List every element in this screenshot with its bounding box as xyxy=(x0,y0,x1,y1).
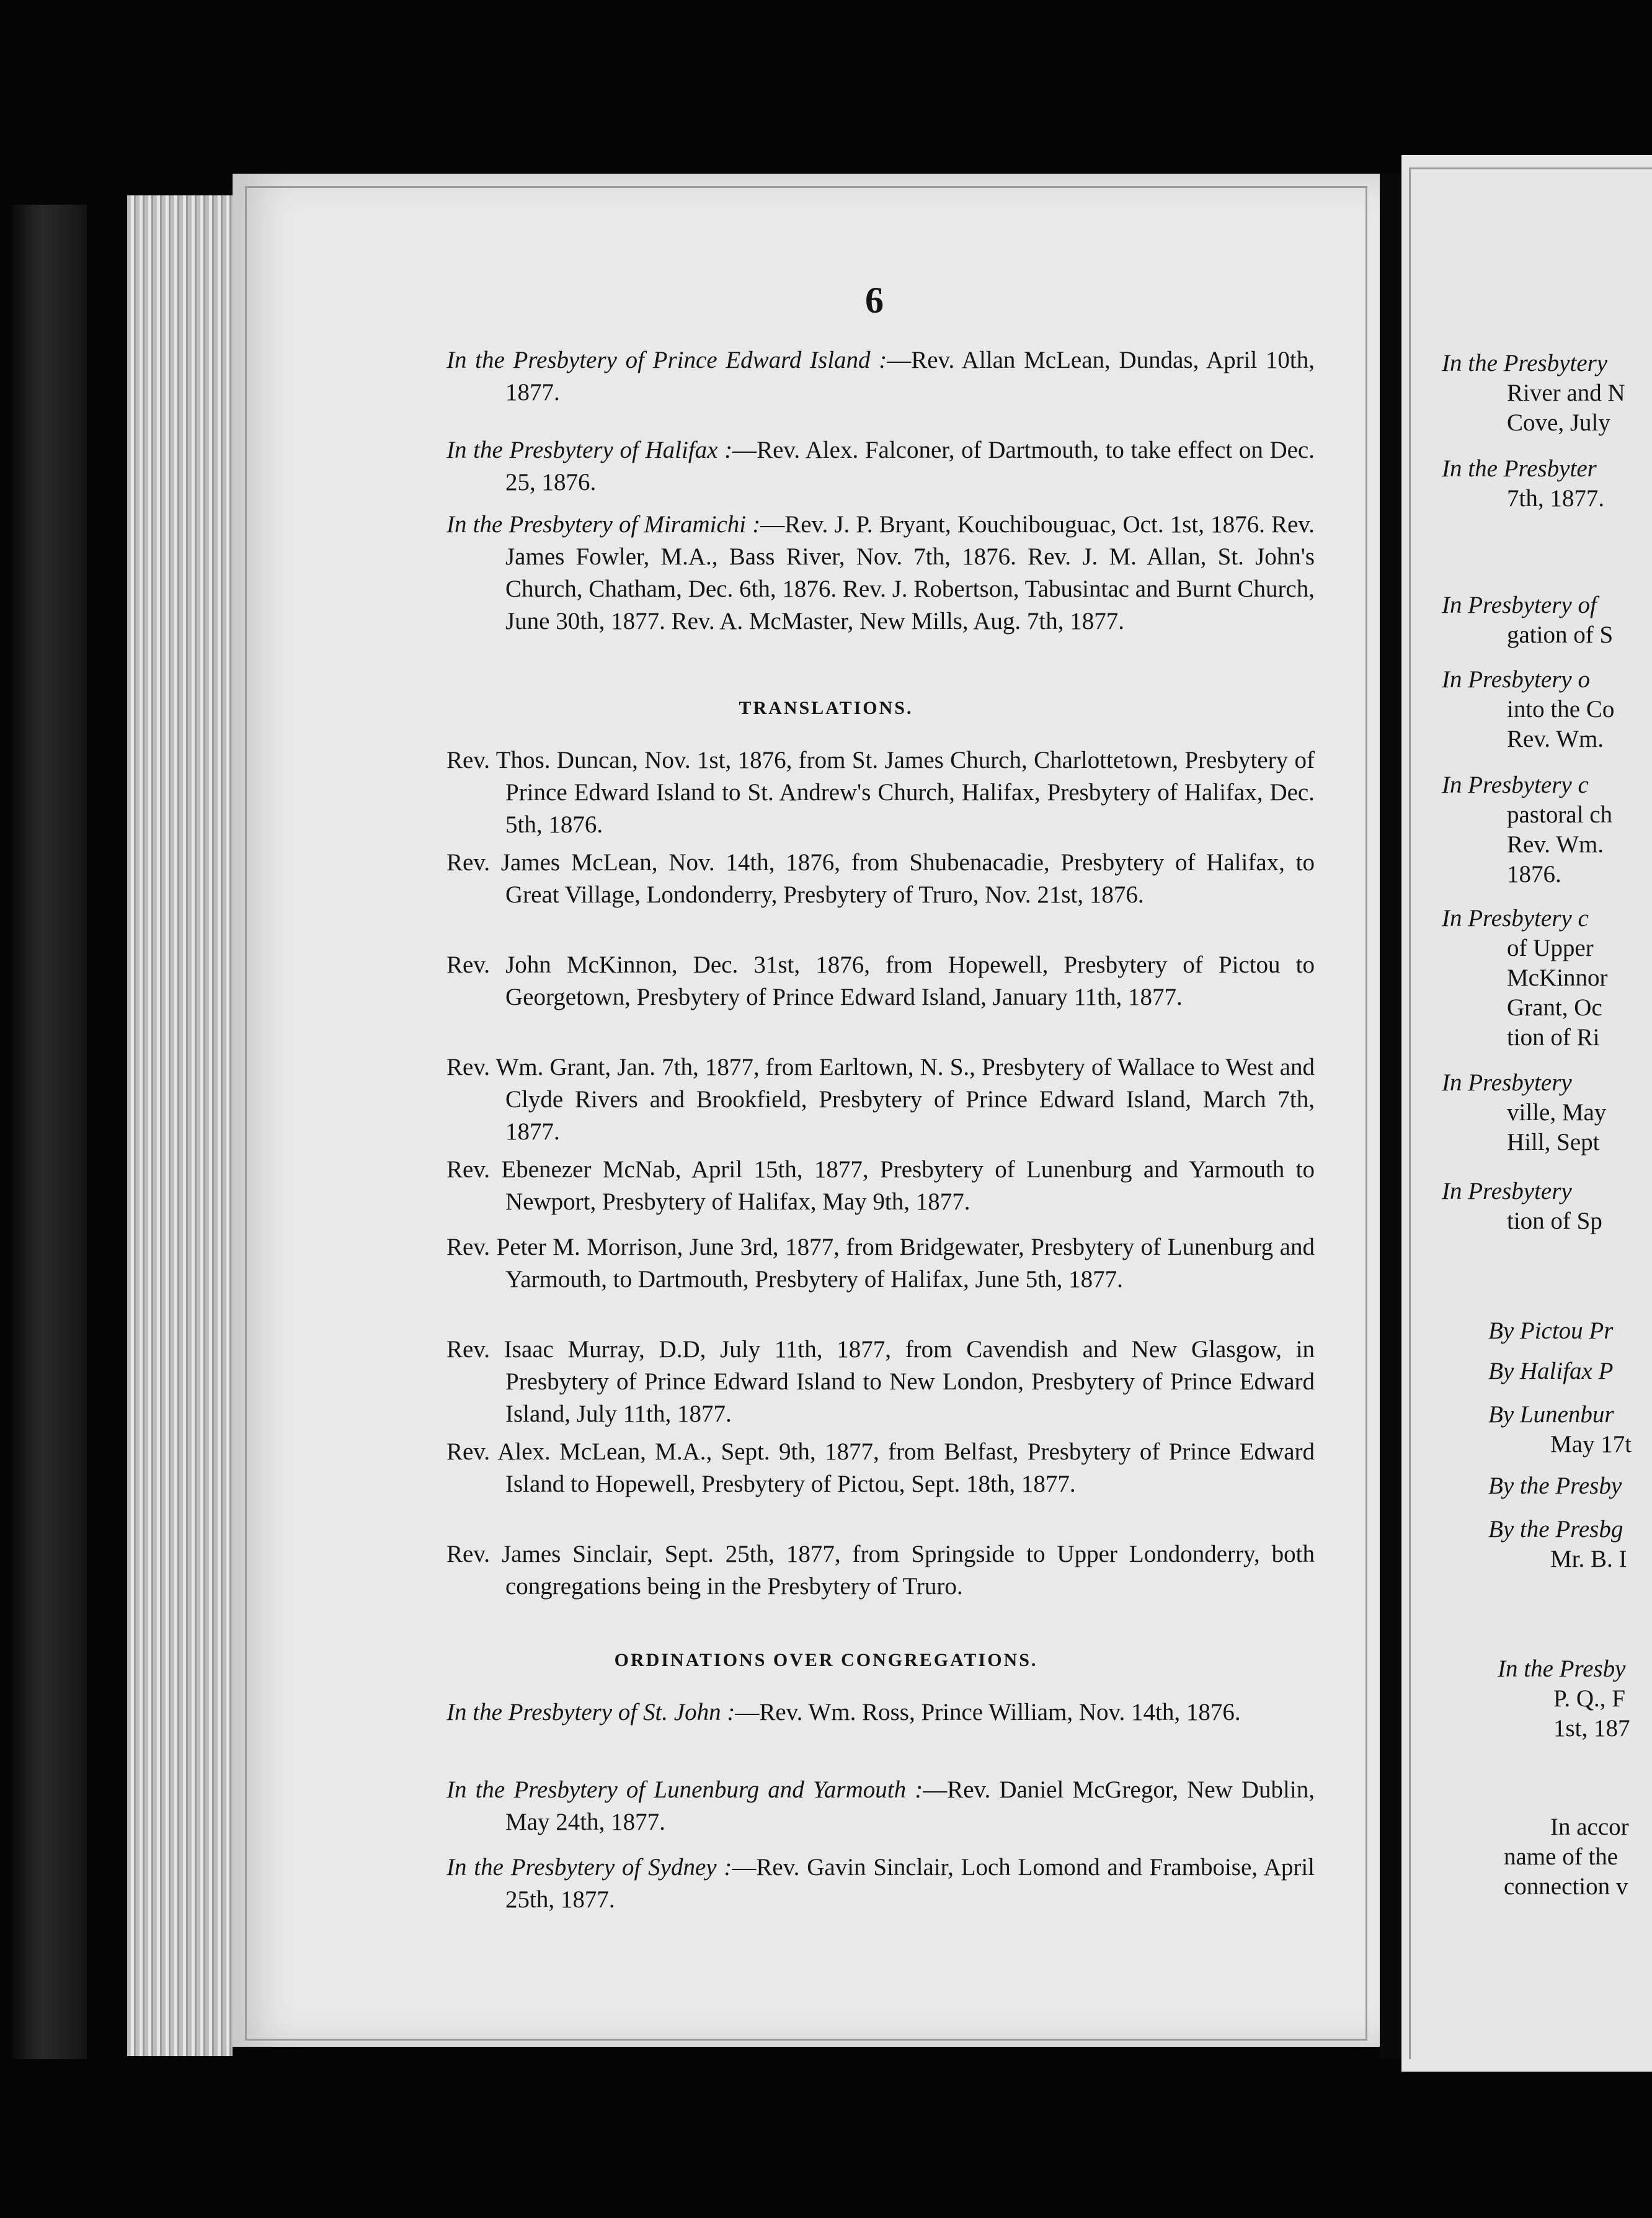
right-fragment: McKinnor xyxy=(1507,964,1608,991)
page-edges xyxy=(127,195,233,2056)
translation-entry: Rev. Wm. Grant, Jan. 7th, 1877, from Earltown, N. S., Presbytery of Wallace to West and Clyde Rivers and Brookfield, Presbytery of Prince Edward Island, March 7th, 1877. xyxy=(446,1054,1315,1145)
right-fragment: In the Presbyter xyxy=(1442,455,1597,482)
entry-lead: In the Presbytery of Miramichi : xyxy=(446,511,761,538)
entry-text: —Rev. Alex. Falconer, of Dartmouth, to take effect on Dec. 25, 1876. xyxy=(505,437,1315,496)
right-fragment: By Halifax P xyxy=(1488,1358,1614,1384)
right-fragment: gation of S xyxy=(1507,621,1614,648)
right-fragment: pastoral ch xyxy=(1507,801,1613,828)
right-fragment: In Presbytery xyxy=(1442,1069,1572,1096)
right-fragment: In the Presby xyxy=(1498,1655,1626,1682)
right-fragment: ville, May xyxy=(1507,1099,1607,1126)
right-fragment: In Presbytery c xyxy=(1442,905,1589,932)
ordination-entry xyxy=(446,1696,1315,1729)
right-fragment: Cove, July xyxy=(1507,409,1610,436)
right-fragment: into the Co xyxy=(1507,696,1615,723)
right-fragment: Hill, Sept xyxy=(1507,1129,1600,1156)
entry-pei xyxy=(446,344,1315,409)
right-fragment: By Pictou Pr xyxy=(1488,1317,1614,1344)
right-fragment: Rev. Wm. xyxy=(1507,726,1604,752)
ordination-entry xyxy=(446,1851,1315,1916)
entry-lead: In the Presbytery of Halifax : xyxy=(446,437,733,463)
right-fragment: By Lunenbur xyxy=(1488,1401,1614,1428)
translation-entry: Rev. Peter M. Morrison, June 3rd, 1877, from Bridgewater, Presbytery of Lunenburg and Yarmouth, to Dartmouth, Presbytery of Halifax, June 5th, 1877. xyxy=(446,1234,1315,1293)
right-fragment: connection v xyxy=(1504,1873,1628,1900)
right-fragment: 1876. xyxy=(1507,861,1561,888)
entry-text: —Rev. Allan McLean, Dundas, April 10th, 1877. xyxy=(505,347,1315,406)
right-fragment: May 17t xyxy=(1550,1431,1632,1458)
right-fragment: In Presbytery c xyxy=(1442,772,1589,798)
right-fragment: In Presbytery of xyxy=(1442,592,1597,618)
right-fragment: P. Q., F xyxy=(1553,1685,1625,1712)
entry-text: —Rev. Wm. Ross, Prince William, Nov. 14th, 1876. xyxy=(735,1699,1241,1726)
right-fragment: In the Presbytery xyxy=(1442,350,1608,376)
translation-entry: Rev. John McKinnon, Dec. 31st, 1876, from Hopewell, Presbytery of Pictou to Georgetown, Presbytery of Prince Edward Island, January 11th, 1877. xyxy=(446,951,1315,1010)
right-fragment: of Upper xyxy=(1507,935,1594,961)
ordinations-heading: ORDINATIONS OVER CONGREGATIONS. xyxy=(614,1650,1038,1670)
right-fragment: In Presbytery xyxy=(1442,1178,1572,1205)
entry-miramichi xyxy=(446,509,1315,638)
right-fragment: Grant, Oc xyxy=(1507,994,1602,1021)
ordination-entry xyxy=(446,1774,1315,1838)
translations-heading: TRANSLATIONS. xyxy=(739,698,913,718)
translation-entry: Rev. Isaac Murray, D.D, July 11th, 1877, from Cavendish and New Glasgow, in Presbytery of Prince Edward Island to New London, Presbytery of Prince Edward Island, July 11th, 1877. xyxy=(446,1336,1315,1427)
entry-lead: In the Presbytery of St. John : xyxy=(446,1699,735,1726)
right-fragment: In Presbytery o xyxy=(1442,666,1590,693)
entry-text: —Rev. Gavin Sinclair, Loch Lomond and Framboise, April 25th, 1877. xyxy=(505,1854,1315,1913)
right-fragment: By the Presbg xyxy=(1488,1516,1623,1543)
book-spine xyxy=(12,205,87,2059)
translation-entry: Rev. Alex. McLean, M.A., Sept. 9th, 1877, from Belfast, Presbytery of Prince Edward Island to Hopewell, Presbytery of Pictou, Sept. 18th, 1877. xyxy=(446,1438,1315,1497)
entry-halifax xyxy=(446,434,1315,499)
right-fragment: In accor xyxy=(1550,1814,1629,1840)
right-fragment: tion of Ri xyxy=(1507,1024,1600,1051)
right-fragment: tion of Sp xyxy=(1507,1208,1602,1234)
right-fragment: By the Presby xyxy=(1488,1472,1622,1499)
right-fragment: River and N xyxy=(1507,380,1625,406)
right-fragment: 1st, 187 xyxy=(1553,1715,1630,1742)
entry-lead: In the Presbytery of Sydney : xyxy=(446,1854,732,1881)
entry-text: —Rev. J. P. Bryant, Kouchibouguac, Oct. 1st, 1876. Rev. James Fowler, M.A., Bass River, Nov. 7th, 1876. Rev. J. M. Allan, St. John's Church, Chatham, Dec. 6th, 1876. Rev. J. Robertson, Tabusintac and Burnt Church, June 30th, 1877. Rev. A. McMaster, New Mills, Aug. 7th, 1877. xyxy=(505,511,1315,635)
entry-lead: In the Presbytery of Prince Edward Island : xyxy=(446,347,887,373)
translation-entry: Rev. James Sinclair, Sept. 25th, 1877, from Springside to Upper Londonderry, both congregations being in the Presbytery of Truro. xyxy=(446,1541,1315,1600)
translation-entry: Rev. Ebenezer McNab, April 15th, 1877, Presbytery of Lunenburg and Yarmouth to Newport, Presbytery of Halifax, May 9th, 1877. xyxy=(446,1156,1315,1215)
right-fragment: 7th, 1877. xyxy=(1507,485,1605,512)
entry-text: —Rev. Daniel McGregor, New Dublin, May 24th, 1877. xyxy=(505,1776,1315,1835)
translation-entry: Rev. Thos. Duncan, Nov. 1st, 1876, from St. James Church, Charlottetown, Presbytery of Prince Edward Island to St. Andrew's Church, Halifax, Presbytery of Halifax, Dec. 5th, 1876. xyxy=(446,747,1315,838)
book-gutter xyxy=(1380,174,1401,2059)
right-fragment: Rev. Wm. xyxy=(1507,831,1604,858)
page-number: 6 xyxy=(865,280,884,321)
entry-lead: In the Presbytery of Lunenburg and Yarmouth : xyxy=(446,1776,923,1803)
translation-entry: Rev. James McLean, Nov. 14th, 1876, from Shubenacadie, Presbytery of Halifax, to Great Village, Londonderry, Presbytery of Truro, Nov. 21st, 1876. xyxy=(446,849,1315,908)
right-fragment: Mr. B. I xyxy=(1550,1546,1627,1572)
right-fragment: name of the xyxy=(1504,1843,1619,1870)
